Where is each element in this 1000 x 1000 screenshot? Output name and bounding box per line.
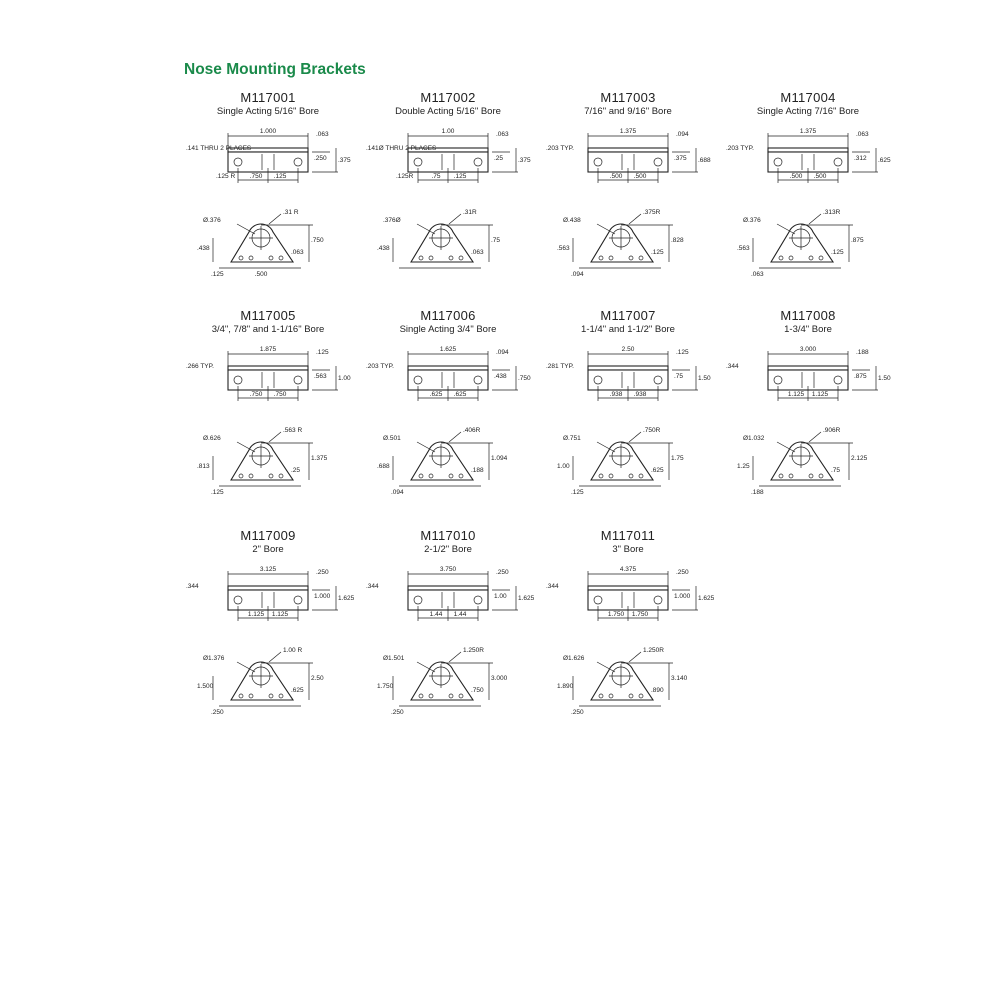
dim-left: .563 [737, 245, 750, 252]
dim-diameter: Ø1.032 [743, 435, 765, 442]
dim-height: 3.140 [671, 675, 688, 682]
dim-b1: 1.125 [247, 611, 265, 618]
dim-b1: 1.44 [429, 611, 443, 618]
dim-radius: .906R [823, 427, 841, 434]
dim-left: .438 [197, 245, 210, 252]
bracket-item [363, 90, 543, 290]
dim-b1: .750 [249, 391, 263, 398]
dim-h2: 1.50 [878, 375, 891, 382]
dim-height: .750 [311, 237, 324, 244]
page-title: Nose Mounting Brackets [184, 61, 366, 78]
leader-line [269, 214, 281, 224]
bracket-item [723, 90, 903, 290]
dim-diameter: Ø1.501 [383, 655, 405, 662]
dim-h1: 1.00 [494, 593, 507, 600]
dim-width: 2.50 [621, 346, 635, 353]
bore-description: Single Acting 3/4" Bore [399, 324, 497, 335]
dim-h2: .625 [878, 157, 891, 164]
dim-radius: 1.250R [643, 647, 664, 654]
top-view [546, 128, 711, 183]
dim-right: .890 [651, 687, 664, 694]
part-number: M117003 [600, 90, 656, 105]
dim-foot: .063 [751, 271, 764, 278]
part-number: M117008 [780, 308, 836, 323]
dim-width: 4.375 [619, 566, 637, 573]
leader-line [449, 432, 461, 442]
top-view [366, 346, 531, 401]
dim-b2: .500 [813, 173, 827, 180]
bore-description: 7/16" and 9/16" Bore [584, 106, 672, 117]
dim-b2: .938 [633, 391, 647, 398]
dim-width: 1.000 [259, 128, 277, 135]
dim-edge: .250 [316, 569, 329, 576]
dim-h2: 1.625 [518, 595, 535, 602]
dim-b2: .125 [453, 173, 467, 180]
leader-line [809, 214, 821, 224]
dim-hole-note: .141Ø THRU 2 PLACES [366, 145, 437, 152]
dim-foot: .250 [391, 709, 404, 716]
plate-flange [408, 366, 488, 370]
top-view [186, 128, 351, 183]
dim-diameter: Ø.501 [383, 435, 401, 442]
dim-left: .813 [197, 463, 210, 470]
dim-width: 3.125 [259, 566, 277, 573]
dim-h1: .438 [494, 373, 507, 380]
dim-radius: .125 R [216, 173, 236, 180]
dim-right: .063 [471, 249, 484, 256]
dim-diameter: Ø1.376 [203, 655, 225, 662]
dim-b1: .750 [249, 173, 263, 180]
dim-radius: .125R [396, 173, 414, 180]
dim-right: .25 [291, 467, 301, 474]
dim-b2: 1.750 [631, 611, 649, 618]
dim-diameter: Ø.376 [203, 217, 221, 224]
bore-description: 3/4", 7/8" and 1-1/16" Bore [211, 324, 325, 335]
dim-b2: .500 [633, 173, 647, 180]
dim-h1: .563 [314, 373, 327, 380]
part-number: M117002 [420, 90, 476, 105]
bracket-item [183, 308, 363, 508]
dim-edge: .125 [316, 349, 329, 356]
dim-left: 1.25 [737, 463, 750, 470]
side-view [737, 209, 864, 278]
dim-right: .063 [291, 249, 304, 256]
dim-radius: 1.250R [463, 647, 484, 654]
bracket-drawing [723, 90, 903, 290]
dim-radius: .375R [643, 209, 661, 216]
bore-description: Single Acting 5/16" Bore [216, 106, 320, 117]
plate-flange [228, 586, 308, 590]
dim-height: 2.50 [311, 675, 324, 682]
leader-line [809, 432, 821, 442]
dim-hole-note: .203 TYP. [726, 145, 754, 152]
bore-description: Double Acting 5/16" Bore [395, 106, 501, 117]
dim-height: .75 [491, 237, 501, 244]
dim-h2: .750 [518, 375, 531, 382]
dim-height: .875 [851, 237, 864, 244]
dim-radius: .31R [463, 209, 477, 216]
dim-foot: .094 [391, 489, 404, 496]
bore-description: 2" Bore [252, 544, 284, 555]
dim-h2: .375 [338, 157, 351, 164]
dim-foot: .188 [751, 489, 764, 496]
dim-radius: .313R [823, 209, 841, 216]
dim-right: .750 [471, 687, 484, 694]
dim-height: 1.375 [311, 455, 328, 462]
dim-b1: .625 [429, 391, 443, 398]
leader-line [629, 214, 641, 224]
dim-right: .125 [831, 249, 844, 256]
dim-b1: .938 [609, 391, 623, 398]
side-view [377, 647, 508, 716]
dim-width: 1.375 [619, 128, 637, 135]
bore-description: Single Acting 7/16" Bore [756, 106, 860, 117]
leader-line [629, 432, 641, 442]
dim-h2: 1.00 [338, 375, 351, 382]
dim-base: .500 [254, 271, 268, 278]
bracket-item [543, 90, 723, 290]
dim-h1: 1.000 [314, 593, 331, 600]
dim-b2: 1.125 [271, 611, 289, 618]
part-number: M117001 [240, 90, 296, 105]
dim-b1: 1.125 [787, 391, 805, 398]
dim-height: 1.094 [491, 455, 508, 462]
side-view [197, 209, 324, 278]
dim-edge: .250 [496, 569, 509, 576]
dim-diameter: Ø.438 [563, 217, 581, 224]
dim-radius: .406R [463, 427, 481, 434]
dim-h2: 1.625 [698, 595, 715, 602]
dim-right: .625 [651, 467, 664, 474]
part-number: M117007 [600, 308, 656, 323]
dim-edge: .125 [676, 349, 689, 356]
dim-radius: .31 R [283, 209, 299, 216]
dim-left: .438 [377, 245, 390, 252]
dim-hole-note: .203 TYP. [546, 145, 574, 152]
part-number: M117004 [780, 90, 836, 105]
side-view [197, 647, 324, 716]
dim-edge: .094 [676, 131, 689, 138]
dim-h2: .688 [698, 157, 711, 164]
top-view [726, 346, 891, 401]
plate-flange [768, 148, 848, 152]
bracket-drawing [543, 90, 723, 290]
leader-line [449, 652, 461, 662]
top-view [546, 346, 711, 401]
part-number: M117010 [420, 528, 476, 543]
part-number: M117009 [240, 528, 296, 543]
top-view [186, 566, 355, 621]
dim-hole-note: .344 [546, 583, 559, 590]
dim-left: 1.00 [557, 463, 570, 470]
dim-foot: .125 [211, 271, 224, 278]
leader-line [269, 432, 281, 442]
side-view [197, 427, 328, 496]
bracket-item [543, 528, 723, 728]
dim-width: 1.375 [799, 128, 817, 135]
dim-right: .625 [291, 687, 304, 694]
dim-b2: .625 [453, 391, 467, 398]
dim-b1: 1.750 [607, 611, 625, 618]
dim-foot: .125 [211, 489, 224, 496]
dim-hole-note: .344 [366, 583, 379, 590]
dim-foot: .250 [211, 709, 224, 716]
dim-b2: .125 [273, 173, 287, 180]
dim-b1: .500 [609, 173, 623, 180]
bracket-item [723, 308, 903, 508]
bracket-drawing [363, 308, 543, 508]
dim-edge: .063 [496, 131, 509, 138]
part-number: M117005 [240, 308, 296, 323]
dim-hole-note: .344 [726, 363, 739, 370]
dim-height: 2.125 [851, 455, 868, 462]
bracket-drawing [543, 528, 723, 728]
bore-description: 1-1/4" and 1-1/2" Bore [581, 324, 675, 335]
dim-right: .188 [471, 467, 484, 474]
bracket-item [363, 308, 543, 508]
dim-h2: .375 [518, 157, 531, 164]
dim-height: .828 [671, 237, 684, 244]
bracket-item [543, 308, 723, 508]
side-view [557, 647, 688, 716]
bore-description: 2-1/2" Bore [424, 544, 472, 555]
dim-height: 1.75 [671, 455, 684, 462]
side-view [737, 427, 868, 496]
bracket-item [363, 528, 543, 728]
top-view [186, 346, 351, 401]
leader-line [629, 652, 641, 662]
dim-diameter: Ø1.626 [563, 655, 585, 662]
dim-b1: .500 [789, 173, 803, 180]
dim-width: 1.00 [441, 128, 455, 135]
dim-hole-note: .281 TYP. [546, 363, 574, 370]
dim-h1: .25 [494, 155, 504, 162]
dim-edge: .188 [856, 349, 869, 356]
dim-left: 1.750 [377, 683, 394, 690]
bracket-drawing [183, 528, 363, 728]
dim-h1: .375 [674, 155, 687, 162]
dim-b1: .75 [431, 173, 441, 180]
dim-radius: .563 R [283, 427, 303, 434]
dim-left: .563 [557, 245, 570, 252]
plate-flange [588, 148, 668, 152]
part-number: M117006 [420, 308, 476, 323]
dim-hole-note: .266 TYP. [186, 363, 214, 370]
top-view [366, 566, 535, 621]
bracket-drawing [183, 90, 363, 290]
plate-flange [588, 586, 668, 590]
dim-hole-note: .203 TYP. [366, 363, 394, 370]
dim-h2: 1.50 [698, 375, 711, 382]
dim-b2: .750 [273, 391, 287, 398]
dim-h1: .875 [854, 373, 867, 380]
dim-width: 1.875 [259, 346, 277, 353]
leader-line [269, 652, 281, 662]
dim-left: 1.500 [197, 683, 214, 690]
dim-edge: .250 [676, 569, 689, 576]
bracket-drawing [723, 308, 903, 508]
dim-width: 3.750 [439, 566, 457, 573]
bore-description: 3" Bore [612, 544, 644, 555]
dim-b2: 1.44 [453, 611, 467, 618]
dim-width: 3.000 [799, 346, 817, 353]
top-view [726, 128, 891, 183]
plate-flange [588, 366, 668, 370]
side-view [377, 209, 500, 268]
dim-width: 1.625 [439, 346, 457, 353]
side-view [377, 427, 508, 496]
dim-edge: .063 [316, 131, 329, 138]
dim-h2: 1.625 [338, 595, 355, 602]
dim-radius: .750R [643, 427, 661, 434]
dim-diameter: Ø.751 [563, 435, 581, 442]
part-number: M117011 [600, 528, 656, 543]
dim-foot: .094 [571, 271, 584, 278]
dim-foot: .250 [571, 709, 584, 716]
plate-flange [408, 586, 488, 590]
bracket-drawing [183, 308, 363, 508]
dim-radius: 1.00 R [283, 647, 303, 654]
dim-h1: 1.000 [674, 593, 691, 600]
bore-description: 1-3/4" Bore [784, 324, 832, 335]
bracket-drawing [543, 308, 723, 508]
dim-left: .688 [377, 463, 390, 470]
dim-diameter: .376Ø [383, 217, 401, 224]
side-view [557, 427, 684, 496]
dim-foot: .125 [571, 489, 584, 496]
dim-diameter: Ø.376 [743, 217, 761, 224]
bracket-item [183, 90, 363, 290]
dim-hole-note: .344 [186, 583, 199, 590]
dim-h1: .312 [854, 155, 867, 162]
dim-height: 3.000 [491, 675, 508, 682]
plate-flange [228, 366, 308, 370]
bracket-drawing [363, 528, 543, 728]
dim-edge: .094 [496, 349, 509, 356]
dim-hole-note: .141 THRU 2 PLACES [186, 145, 252, 152]
dim-edge: .063 [856, 131, 869, 138]
plate-flange [768, 366, 848, 370]
dim-h1: .250 [314, 155, 327, 162]
bracket-item [183, 528, 363, 728]
dim-right: .125 [651, 249, 664, 256]
dim-diameter: Ø.626 [203, 435, 221, 442]
top-view [366, 128, 531, 183]
leader-line [449, 214, 461, 224]
top-view [546, 566, 715, 621]
side-view [557, 209, 684, 278]
dim-left: 1.890 [557, 683, 574, 690]
dim-b2: 1.125 [811, 391, 829, 398]
bracket-drawing [363, 90, 543, 290]
dim-h1: .75 [674, 373, 684, 380]
dim-right: .75 [831, 467, 841, 474]
